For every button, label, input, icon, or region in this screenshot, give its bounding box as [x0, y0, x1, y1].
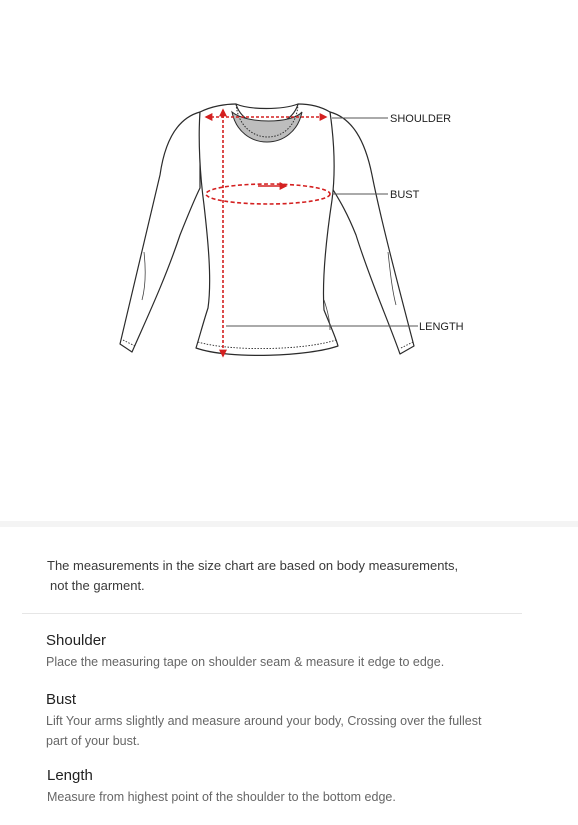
divider-line: [22, 613, 522, 614]
left-sleeve: [120, 112, 200, 352]
instruction-shoulder: [46, 631, 536, 672]
instruction-text-line-1: Lift Your arms slightly and measure around your body, Crossing over the fullest: [46, 714, 482, 728]
instruction-length: [47, 766, 537, 807]
label-length: LENGTH: [419, 321, 464, 333]
instruction-text-line-2: part of your bust.: [46, 734, 140, 748]
intro-note: [47, 556, 527, 596]
label-shoulder: SHOULDER: [390, 113, 452, 125]
instruction-heading: Shoulder: [46, 632, 107, 649]
instruction-text: Measure from highest point of the shoulder to the bottom edge.: [47, 790, 396, 804]
instruction-heading: Bust: [46, 691, 77, 708]
instruction-bust: [46, 690, 536, 751]
intro-line-2: not the garment.: [50, 578, 145, 593]
right-sleeve: [330, 112, 414, 354]
section-divider: [0, 521, 578, 527]
instruction-text: Place the measuring tape on shoulder seam & measure it edge to edge.: [46, 655, 445, 669]
intro-line-1: The measurements in the size chart are based on body measurements,: [47, 558, 459, 573]
instruction-heading: Length: [47, 767, 93, 784]
label-bust: BUST: [390, 189, 420, 201]
